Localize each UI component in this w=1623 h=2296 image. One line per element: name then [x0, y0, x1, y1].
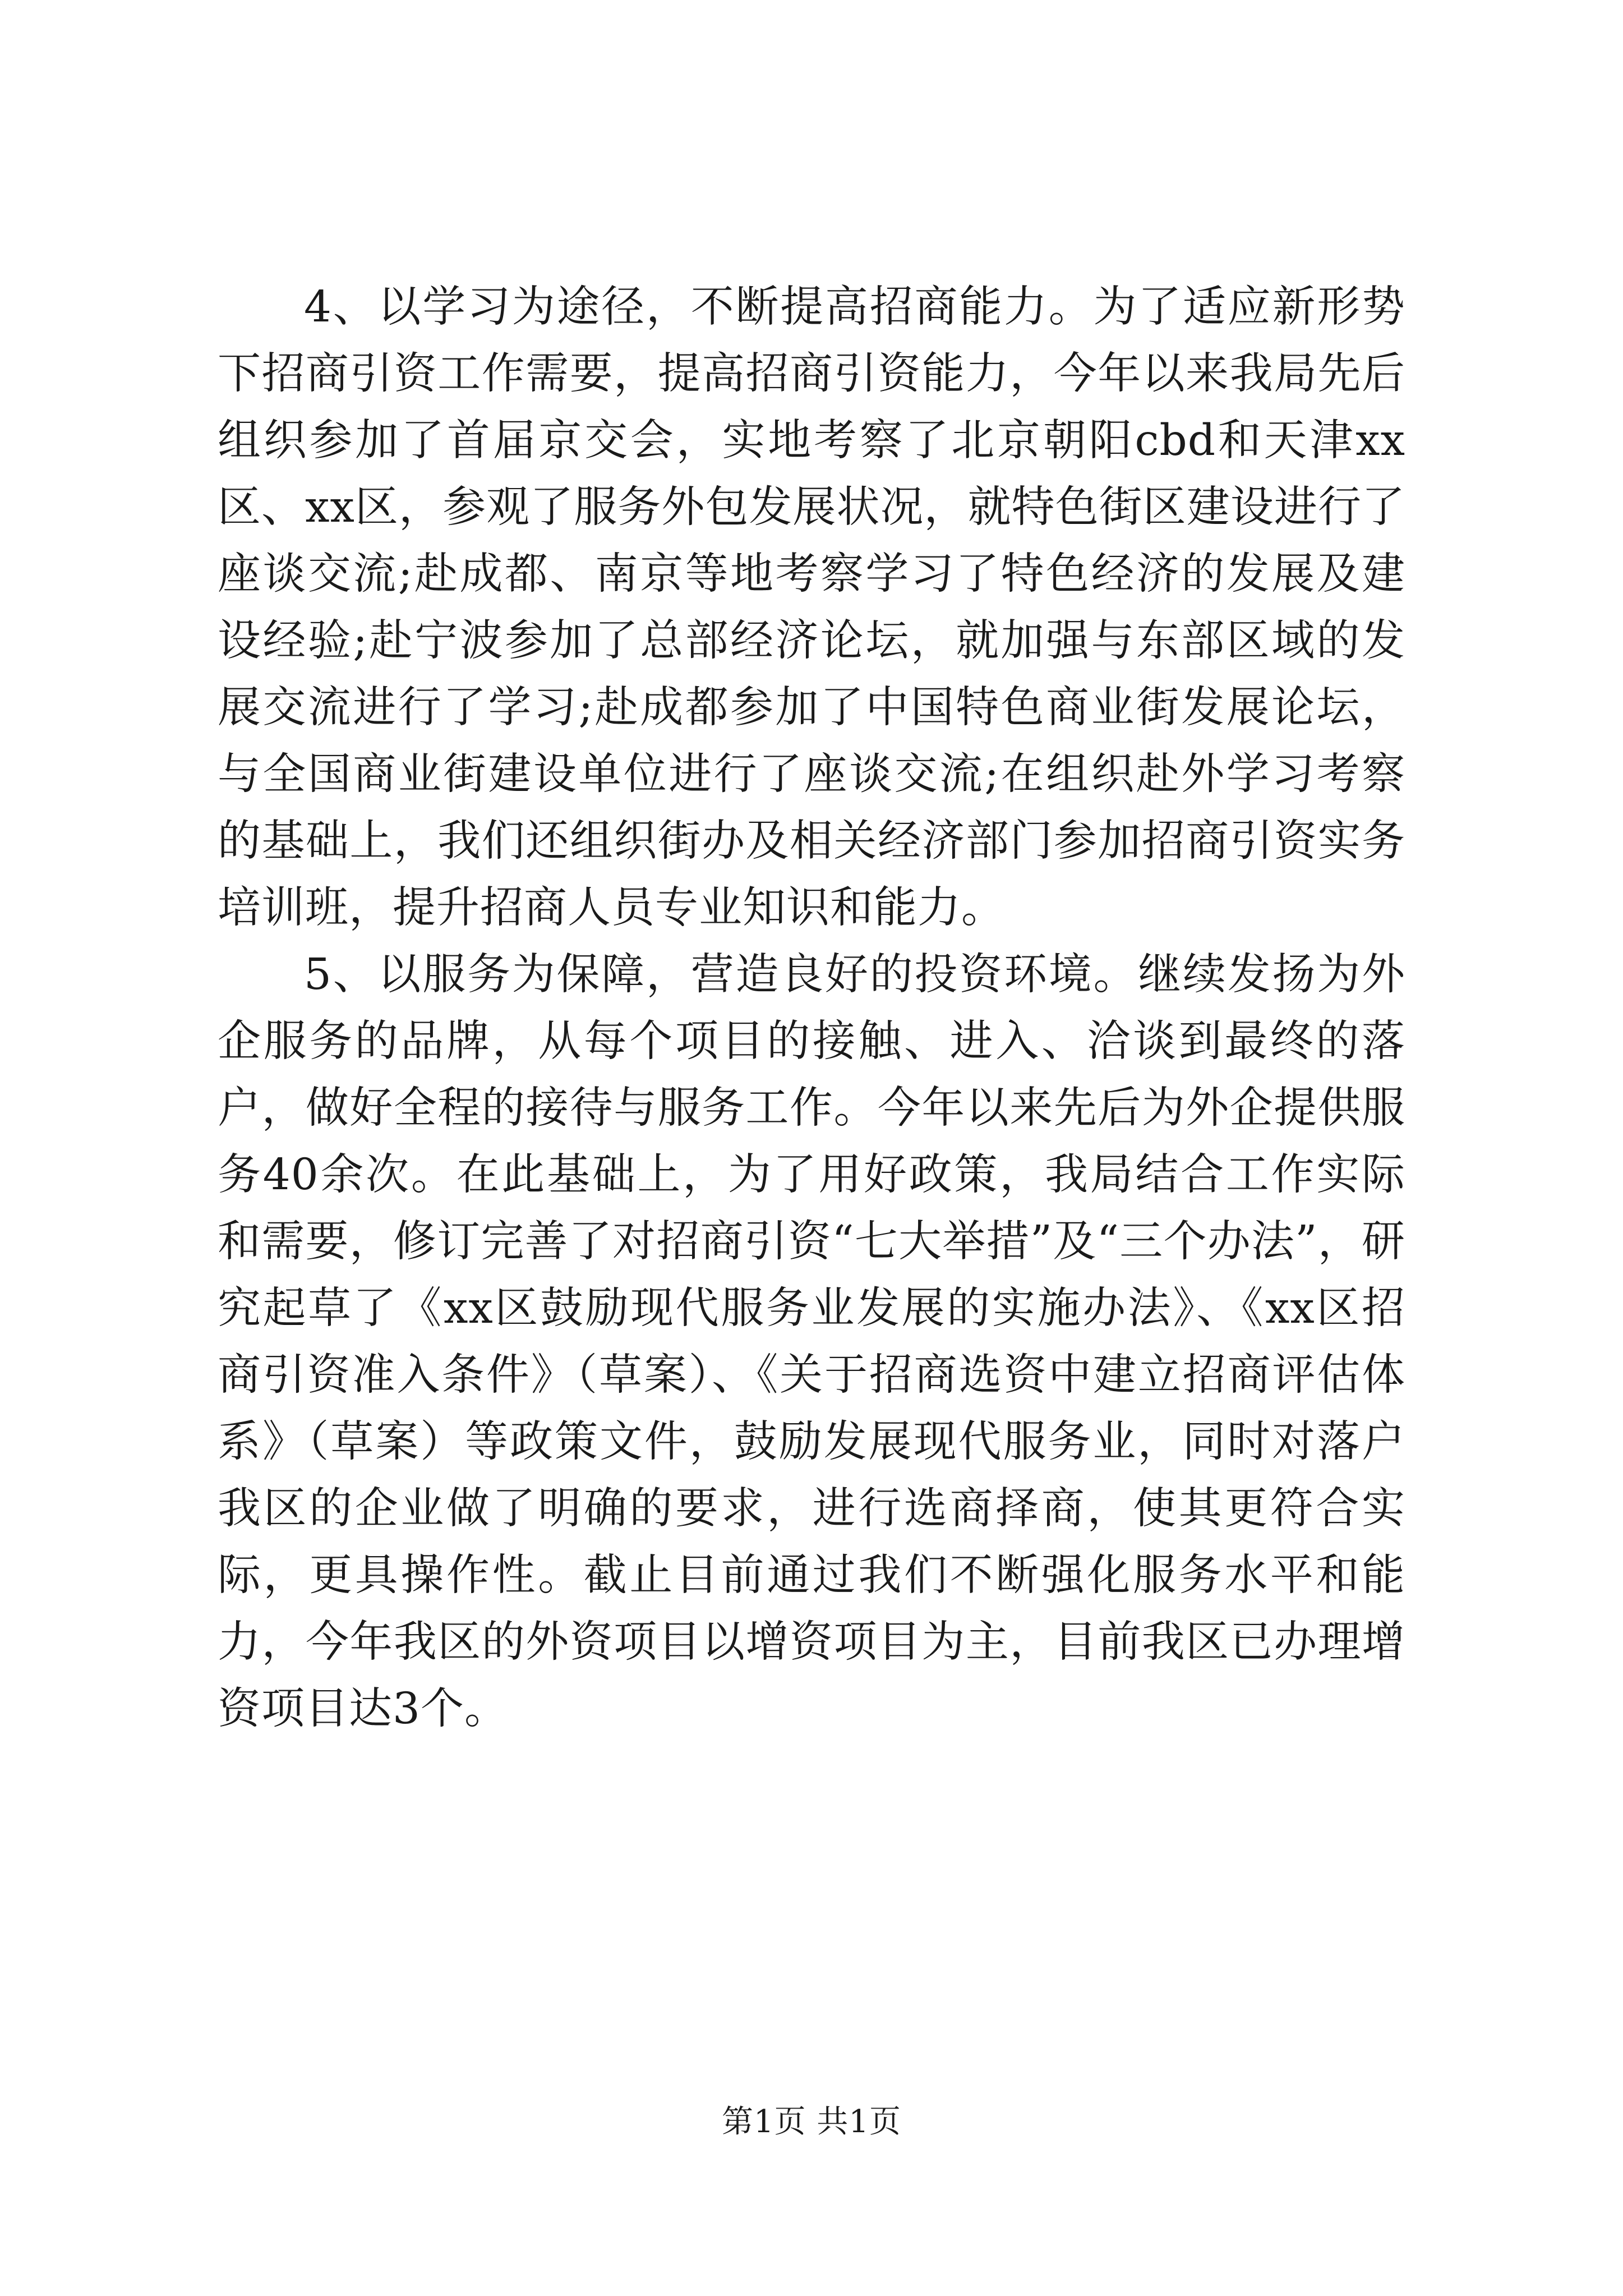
page-number: 第1页 共1页 — [721, 2104, 902, 2140]
paragraph-item-4: 4、以学习为途径，不断提高招商能力。为了适应新形势下招商引资工作需要，提高招商引资能力，今年以来我局先后组织参加了首届京交会，实地考察了北京朝阳cbd和天津xx区、xx区，参观了服务外包发展状况，就特色街区建设进行了座谈交流;赴成都、南京等地考察学习了特色经济的发展及建设经验;赴宁波参加了总部经济论坛，就加强与东部区域的发展交流进行了学习;赴成都参加了中国特色商业街发展论坛，与全国商业街建设单位进行了座谈交流;在组织赴外学习考察的基础上，我们还组织街办及相关经济部门参加招商引资实务培训班，提升招商人员专业知识和能力。 — [218, 282, 1405, 933]
page-footer — [0, 2102, 1623, 2142]
paragraph-item-5: 5、以服务为保障，营造良好的投资环境。继续发扬为外企服务的品牌，从每个项目的接触、进入、洽谈到最终的落户，做好全程的接待与服务工作。今年以来先后为外企提供服务40余次。在此基础上，为了用好政策，我局结合工作实际和需要，修订完善了对招商引资“七大举措”及“三个办法”，研究起草了《xx区鼓励现代服务业发展的实施办法》、《xx区招商引资准入条件》（草案）、《关于招商选资中建立招商评估体系》（草案）等政策文件，鼓励发展现代服务业，同时对落户我区的企业做了明确的要求，进行选商择商，使其更符合实际，更具操作性。截止目前通过我们不断强化服务水平和能力，今年我区的外资项目以增资项目为主，目前我区已办理增资项目达3个。 — [218, 950, 1405, 1734]
document-body — [218, 274, 1405, 1742]
